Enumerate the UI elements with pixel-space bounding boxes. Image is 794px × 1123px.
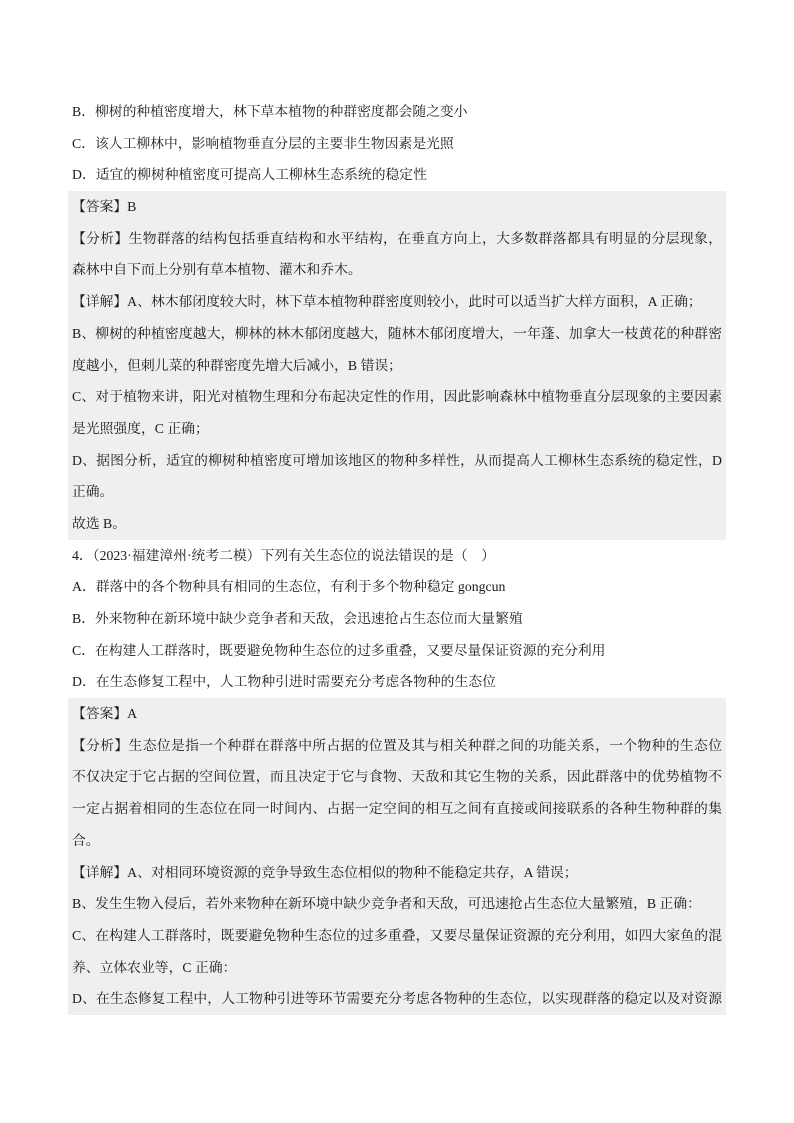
detail-line: B、发生生物入侵后，若外来物种在新环境中缺少竞争者和天敌，可迅速抢占生态位大量繁殖，B 正确： bbox=[72, 896, 701, 912]
answer-line: 【答案】B bbox=[72, 199, 137, 215]
analysis-line: 合。 bbox=[72, 832, 100, 848]
option-a-line: A．群落中的各个物种具有相同的生态位，有利于多个物种稳定 gongcun bbox=[72, 579, 506, 595]
analysis-line: 【分析】生物群落的结构包括垂直结构和水平结构，在垂直方向上，大多数群落都具有明显的分层现象， bbox=[72, 230, 722, 246]
option-d-line: D．在生态修复工程中，人工物种引进时需要充分考虑各物种的生态位 bbox=[72, 674, 496, 690]
option-b-line: B．外来物种在新环境中缺少竞争者和天敌，会迅速抢占生态位而大量繁殖 bbox=[72, 611, 523, 626]
detail-line: 【详解】A、对相同环境资源的竞争导致生态位相似的物种不能稳定共存，A 错误； bbox=[72, 864, 578, 880]
detail-line: 正确。 bbox=[72, 484, 114, 500]
document-page bbox=[68, 96, 726, 1015]
answer-line: 【答案】A bbox=[72, 706, 138, 722]
detail-line: 是光照强度，C 正确； bbox=[72, 420, 209, 436]
detail-line: C、对于植物来讲，阳光对植物生理和分布起决定性的作用，因此影响森林中植物垂直分层现象的主要因素 bbox=[72, 389, 722, 405]
analysis-line: 森林中自下而上分别有草本植物、灌木和乔木。 bbox=[72, 262, 362, 278]
option-c-line: C．在构建人工群落时，既要避免物种生态位的过多重叠，又要尽量保证资源的充分利用 bbox=[72, 642, 606, 658]
detail-line: B、柳树的种植密度越大，柳林的林木郁闭度越大，随林木郁闭度增大，一年蓬、加拿大一枝黄花的种群密 bbox=[72, 325, 722, 341]
detail-line: 度越小，但刺儿菜的种群密度先增大后减小，B 错误； bbox=[72, 357, 402, 373]
detail-line: D、据图分析，适宜的柳树种植密度可增加该地区的物种多样性，从而提高人工柳林生态系统的稳定性，D bbox=[72, 452, 722, 468]
question-3-solution bbox=[68, 191, 726, 540]
question-3-options bbox=[68, 96, 726, 191]
analysis-line: 【分析】生态位是指一个种群在群落中所占据的位置及其与相关种群之间的功能关系，一个物种的生态位 bbox=[72, 737, 722, 753]
conclusion-line: 故选 B。 bbox=[72, 515, 127, 531]
analysis-line: 不仅决定于它占据的空间位置，而且决定于它与食物、天敌和其它生物的关系，因此群落中的优势植物不 bbox=[72, 769, 722, 785]
option-b-line: B．柳树的种植密度增大，林下草本植物的种群密度都会随之变小 bbox=[72, 104, 468, 119]
question-stem: 4．（2023·福建漳州·统考二模）下列有关生态位的说法错误的是（ ） bbox=[72, 547, 496, 563]
option-c-line: C．该人工柳林中，影响植物垂直分层的主要非生物因素是光照 bbox=[72, 135, 454, 151]
option-d-line: D．适宜的柳树种植密度可提高人工柳林生态系统的稳定性 bbox=[72, 167, 427, 183]
detail-line: C、在构建人工群落时，既要避免物种生态位的过多重叠，又要尽量保证资源的充分利用，如四大家鱼的混 bbox=[72, 927, 722, 943]
detail-line: D、在生态修复工程中，人工物种引进等环节需要充分考虑各物种的生态位，以实现群落的稳定以及对资源 bbox=[72, 991, 722, 1007]
detail-line: 养、立体农业等，C 正确： bbox=[72, 959, 237, 975]
detail-line: 【详解】A、林木郁闭度较大时，林下草本植物种群密度则较小，此时可以适当扩大样方面积，A 正确； bbox=[72, 294, 702, 310]
analysis-line: 一定占据着相同的生态位在同一时间内、占据一定空间的相互之间有直接或间接联系的各种生物种群的集 bbox=[72, 801, 722, 817]
question-4-solution bbox=[68, 698, 726, 1015]
question-4 bbox=[68, 540, 726, 698]
